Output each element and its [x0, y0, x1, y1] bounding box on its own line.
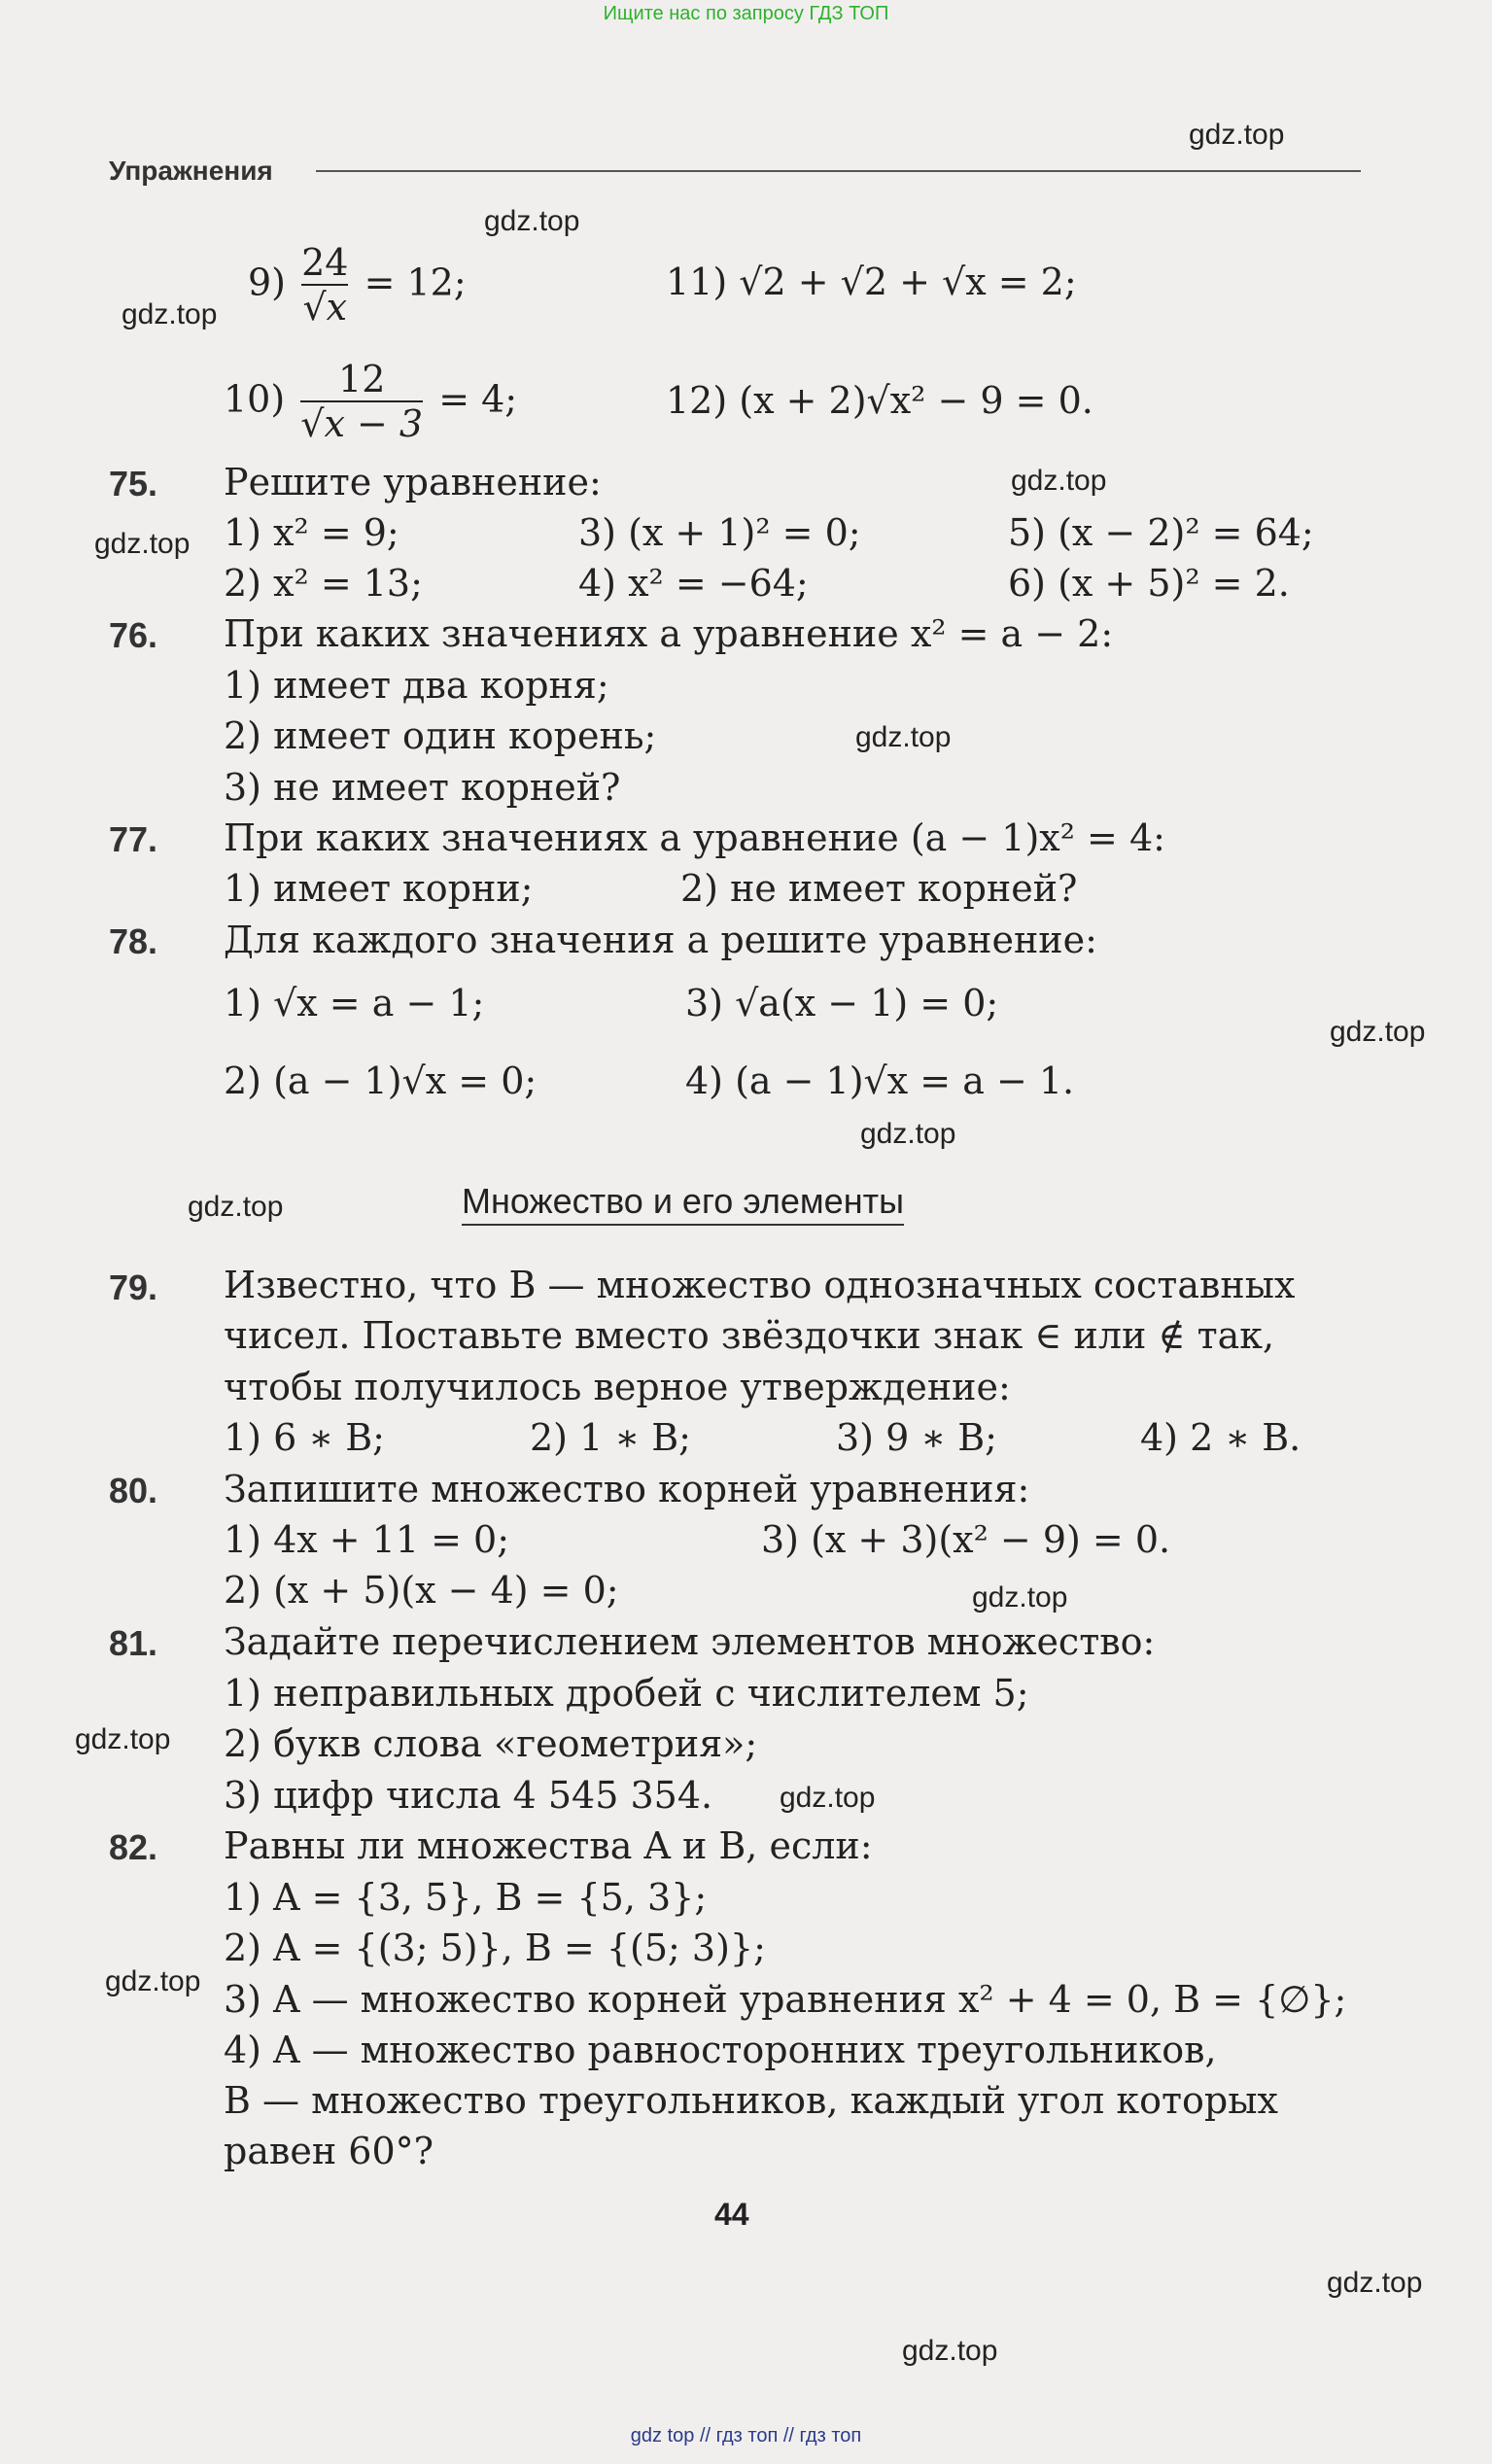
exercise-number: 79. — [109, 1267, 158, 1307]
list-item: 3) (x + 1)² = 0; — [578, 511, 861, 554]
exercise-number: 75. — [109, 464, 158, 503]
list-item: 2) не имеет корней? — [680, 867, 1078, 910]
list-item: 4) A — множество равносторонних треугольников, — [224, 2029, 1217, 2071]
watermark: gdz.top — [75, 1723, 171, 1755]
list-item: 1) 4x + 11 = 0; — [224, 1518, 510, 1561]
list-item: 2) имеет один корень; — [224, 714, 657, 757]
list-item: 3) (x + 3)(x² − 9) = 0. — [761, 1518, 1171, 1561]
list-item: 6) (x + 5)² = 2. — [1008, 562, 1290, 605]
watermark: gdz.top — [188, 1191, 284, 1223]
watermark: gdz.top — [780, 1782, 876, 1814]
exercise-number: 78. — [109, 921, 158, 961]
list-item: 4) 2 ∗ B. — [1140, 1416, 1301, 1459]
watermark: gdz.top — [972, 1581, 1068, 1614]
list-item: 1) имеет корни; — [224, 867, 534, 910]
exercise-title: При каких значениях a уравнение x² = a − 2: — [224, 612, 1114, 655]
list-item: 2) 1 ∗ B; — [530, 1416, 691, 1459]
watermark: gdz.top — [105, 1965, 201, 1997]
exercise-text-line: Известно, что B — множество однозначных составных — [224, 1264, 1296, 1306]
list-item: 5) (x − 2)² = 64; — [1008, 511, 1314, 554]
watermark: gdz.top — [902, 2335, 998, 2367]
exercise-title: Задайте перечислением элементов множество: — [224, 1620, 1156, 1663]
watermark: gdz.top — [1330, 1016, 1426, 1048]
section-header: Упражнения — [109, 156, 273, 186]
list-item: 3) не имеет корней? — [224, 766, 621, 809]
list-item: 3) A — множество корней уравнения x² + 4 = 0, B = {∅}; — [224, 1978, 1347, 2021]
list-item: 2) букв слова «геометрия»; — [224, 1722, 758, 1765]
exercise-title: Для каждого значения a решите уравнение: — [224, 919, 1097, 961]
page-number: 44 — [714, 2197, 749, 2232]
list-item: 3) цифр числа 4 545 354. — [224, 1774, 713, 1817]
list-item: 2) x² = 13; — [224, 562, 423, 605]
list-item: 2) (x + 5)(x − 4) = 0; — [224, 1569, 619, 1612]
exercise-text-line: чтобы получилось верное утверждение: — [224, 1366, 1011, 1408]
watermark: gdz.top — [121, 298, 218, 330]
list-item: 1) имеет два корня; — [224, 664, 609, 707]
watermark: gdz.top — [855, 721, 952, 753]
watermark: gdz.top — [94, 528, 191, 560]
watermark: gdz.top — [1327, 2267, 1423, 2299]
ex74-item-11: 11) √2 + √2 + √x = 2; — [666, 260, 1077, 303]
list-item: 3) 9 ∗ B; — [836, 1416, 997, 1459]
list-item: 1) x² = 9; — [224, 511, 399, 554]
bottom-banner[interactable]: gdz top // гдз топ // гдз топ — [630, 2425, 862, 2447]
watermark: gdz.top — [860, 1118, 956, 1150]
exercise-title: Запишите множество корней уравнения: — [224, 1468, 1030, 1510]
list-item: 2) (a − 1)√x = 0; — [224, 1059, 538, 1102]
ex74-item-12: 12) (x + 2)√x² − 9 = 0. — [666, 379, 1093, 422]
list-item: 3) √a(x − 1) = 0; — [685, 982, 999, 1024]
top-banner[interactable]: Ищите нас по запросу ГДЗ ТОП — [603, 3, 889, 24]
exercise-title: Равны ли множества A и B, если: — [224, 1824, 873, 1867]
watermark: gdz.top — [1189, 119, 1285, 151]
exercise-number: 82. — [109, 1827, 158, 1867]
watermark: gdz.top — [1011, 465, 1107, 497]
watermark: gdz.top — [484, 205, 580, 237]
list-item: 1) 6 ∗ B; — [224, 1416, 385, 1459]
list-item: 4) x² = −64; — [578, 562, 809, 605]
exercise-title: Решите уравнение: — [224, 461, 602, 503]
exercise-number: 76. — [109, 615, 158, 655]
list-item: равен 60°? — [224, 2130, 434, 2172]
section-title: Множество и его элементы — [462, 1181, 904, 1226]
ex74-item-9: 9) $\frac{24}{√x}$ = 12; — [248, 241, 467, 329]
exercise-title: При каких значениях a уравнение (a − 1)x² = 4: — [224, 816, 1165, 859]
list-item: B — множество треугольников, каждый угол которых — [224, 2079, 1278, 2122]
list-item: 4) (a − 1)√x = a − 1. — [685, 1059, 1075, 1102]
exercise-text-line: чисел. Поставьте вместо звёздочки знак ∈ или ∉ так, — [224, 1314, 1275, 1357]
header-rule — [316, 170, 1361, 172]
exercise-number: 81. — [109, 1623, 158, 1663]
list-item: 1) неправильных дробей с числителем 5; — [224, 1672, 1029, 1715]
list-item: 2) A = {(3; 5)}, B = {(5; 3)}; — [224, 1926, 766, 1969]
list-item: 1) A = {3, 5}, B = {5, 3}; — [224, 1876, 708, 1919]
ex74-item-10: 10) $\frac{12}{√x - 3}$ = 4; — [224, 358, 518, 445]
exercise-number: 77. — [109, 819, 158, 859]
exercise-number: 80. — [109, 1471, 158, 1510]
list-item: 1) √x = a − 1; — [224, 982, 485, 1024]
